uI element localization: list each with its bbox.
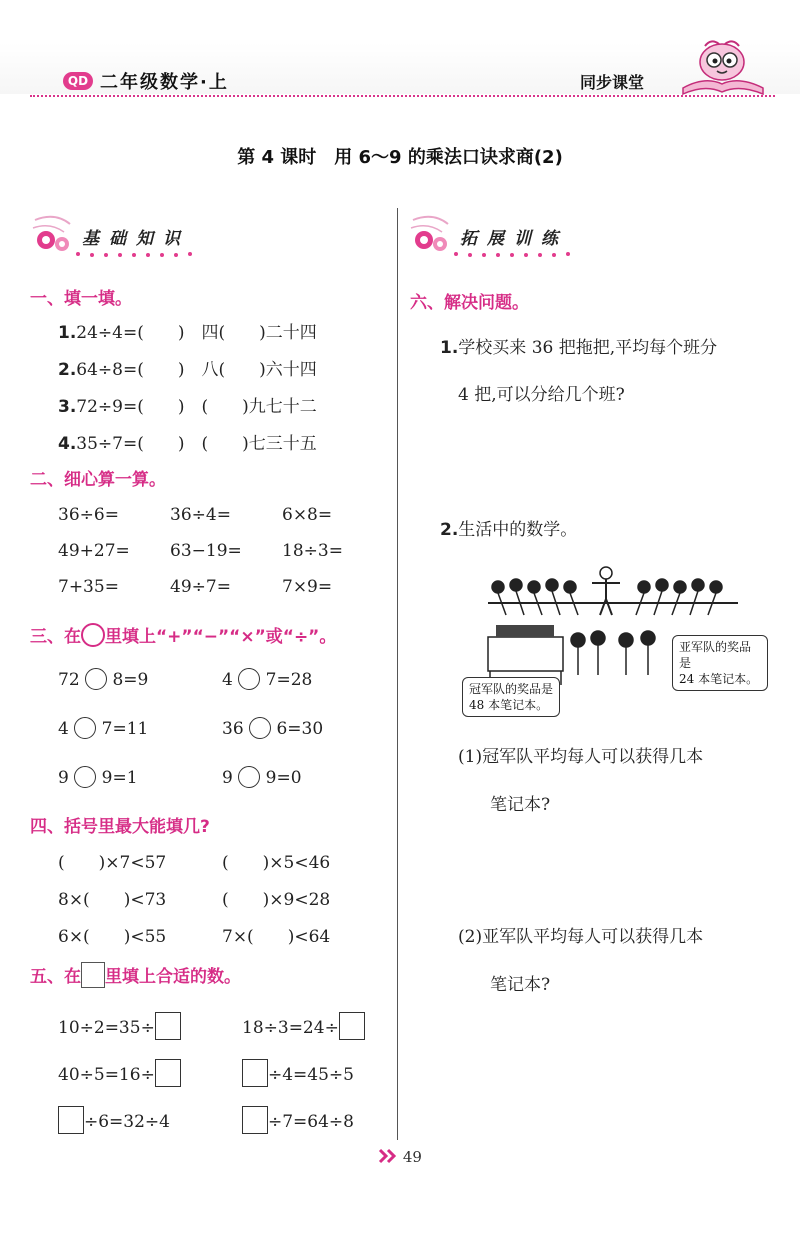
question-number: 1. bbox=[440, 338, 459, 358]
calc-item: 49+27= bbox=[58, 541, 130, 561]
section1-title: 一、填一填。 bbox=[30, 289, 132, 309]
question-1 bbox=[58, 318, 317, 343]
equation-right: ÷7=64÷8 bbox=[268, 1112, 354, 1132]
answer-box[interactable] bbox=[242, 1059, 268, 1087]
calc-item: 7×9= bbox=[282, 577, 333, 597]
box-icon bbox=[81, 962, 105, 988]
operator-item bbox=[222, 766, 302, 788]
sub-question-1-line1: (1)冠军队平均每人可以获得几本 bbox=[458, 747, 704, 767]
inequality-item: 6×( )<55 bbox=[58, 927, 167, 947]
section-heading-label: 基础知识 bbox=[82, 229, 190, 249]
section-heading-basic bbox=[30, 210, 230, 260]
bubble-line: 48 本笔记本。 bbox=[469, 698, 549, 712]
problem-text: 生活中的数学。 bbox=[458, 520, 578, 540]
sub-question-2-line1: (2)亚军队平均每人可以获得几本 bbox=[458, 927, 704, 947]
header-divider bbox=[30, 95, 775, 97]
double-chevron-icon bbox=[378, 1148, 398, 1164]
sub-question-2-line2: 笔记本? bbox=[490, 975, 551, 995]
operator-item bbox=[222, 668, 312, 690]
operator-item bbox=[58, 717, 148, 739]
series-badge: QD bbox=[63, 72, 93, 90]
operand: 9 bbox=[58, 768, 69, 788]
calc-item: 36÷6= bbox=[58, 505, 119, 525]
calc-item: 6×8= bbox=[282, 505, 333, 525]
fill-box-item bbox=[58, 1012, 181, 1040]
question-number: 1. bbox=[58, 323, 77, 343]
operand: 4 bbox=[58, 719, 69, 739]
fill-box-item bbox=[242, 1012, 365, 1040]
fill-box-item bbox=[242, 1059, 354, 1087]
circle-icon bbox=[81, 623, 105, 647]
operator-item bbox=[222, 717, 323, 739]
bubble-line: 24 本笔记本。 bbox=[679, 672, 759, 686]
operand: 72 bbox=[58, 670, 80, 690]
calc-item: 63−19= bbox=[170, 541, 242, 561]
sub-question-1-line2: 笔记本? bbox=[490, 795, 551, 815]
operand: 36 bbox=[222, 719, 244, 739]
equation-left: 10÷2=35÷ bbox=[58, 1018, 155, 1038]
operator-blank[interactable] bbox=[249, 717, 271, 739]
bubble-line: 亚军队的奖品是 bbox=[679, 640, 752, 670]
page-number: 49 bbox=[402, 1148, 422, 1166]
column-divider bbox=[397, 208, 398, 1140]
operator-blank[interactable] bbox=[238, 668, 260, 690]
remainder: 7=28 bbox=[265, 670, 313, 690]
question-text: 24÷4=( ) 四( )二十四 bbox=[76, 323, 317, 343]
speech-bubble-runner-up bbox=[672, 635, 768, 691]
answer-box[interactable] bbox=[155, 1012, 181, 1040]
bubble-line: 冠军队的奖品是 bbox=[469, 682, 554, 696]
fill-box-item bbox=[58, 1106, 170, 1134]
section4-title: 四、括号里最大能填几? bbox=[30, 817, 210, 837]
problem-2-title bbox=[440, 515, 577, 540]
question-4 bbox=[58, 429, 317, 454]
inequality-item: ( )×7<57 bbox=[58, 853, 167, 873]
section5-title-prefix: 五、在 bbox=[30, 967, 81, 987]
remainder: 9=0 bbox=[265, 768, 302, 788]
remainder: 8=9 bbox=[112, 670, 149, 690]
operand: 4 bbox=[222, 670, 233, 690]
operator-blank[interactable] bbox=[74, 766, 96, 788]
section6-title: 六、解决问题。 bbox=[410, 293, 529, 313]
book-title: 二年级数学·上 bbox=[100, 72, 229, 93]
equation-left: 18÷3=24÷ bbox=[242, 1018, 339, 1038]
operand: 9 bbox=[222, 768, 233, 788]
inequality-item: 7×( )<64 bbox=[222, 927, 331, 947]
speech-bubble-champion bbox=[462, 677, 560, 717]
inequality-item: ( )×5<46 bbox=[222, 853, 331, 873]
section2-title: 二、细心算一算。 bbox=[30, 470, 166, 490]
inequality-item: ( )×9<28 bbox=[222, 890, 331, 910]
section-heading-label: 拓展训练 bbox=[460, 229, 568, 249]
equation-right: ÷4=45÷5 bbox=[268, 1065, 354, 1085]
question-number: 2. bbox=[58, 360, 77, 380]
problem-1-line2: 4 把,可以分给几个班? bbox=[458, 385, 625, 405]
equation-right: ÷6=32÷4 bbox=[84, 1112, 170, 1132]
remainder: 6=30 bbox=[276, 719, 324, 739]
calc-item: 36÷4= bbox=[170, 505, 231, 525]
calc-item: 7+35= bbox=[58, 577, 119, 597]
operator-item bbox=[58, 668, 148, 690]
question-text: 64÷8=( ) 八( )六十四 bbox=[76, 360, 317, 380]
tug-of-war-illustration bbox=[458, 565, 768, 720]
question-text: 72÷9=( ) ( )九七十二 bbox=[76, 397, 317, 417]
answer-box[interactable] bbox=[58, 1106, 84, 1134]
section3-title-prefix: 三、在 bbox=[30, 627, 81, 647]
equation-left: 40÷5=16÷ bbox=[58, 1065, 155, 1085]
operator-blank[interactable] bbox=[238, 766, 260, 788]
operator-item bbox=[58, 766, 138, 788]
mascot-icon bbox=[675, 38, 770, 96]
section5-title bbox=[30, 962, 241, 988]
question-2 bbox=[58, 355, 317, 380]
question-3 bbox=[58, 392, 317, 417]
question-text: 35÷7=( ) ( )七三十五 bbox=[76, 434, 317, 454]
section3-title bbox=[30, 622, 336, 647]
fill-box-item bbox=[242, 1106, 354, 1134]
operator-blank[interactable] bbox=[85, 668, 107, 690]
section3-title-suffix: 里填上“+”“−”“×”或“÷”。 bbox=[105, 627, 337, 647]
calc-item: 18÷3= bbox=[282, 541, 343, 561]
answer-box[interactable] bbox=[155, 1059, 181, 1087]
problem-1-line1 bbox=[440, 333, 717, 358]
section-heading-extension bbox=[408, 210, 608, 260]
operator-blank[interactable] bbox=[74, 717, 96, 739]
inequality-item: 8×( )<73 bbox=[58, 890, 167, 910]
page-footer bbox=[0, 1148, 800, 1166]
question-number: 3. bbox=[58, 397, 77, 417]
calc-item: 49÷7= bbox=[170, 577, 231, 597]
fill-box-item bbox=[58, 1059, 181, 1087]
answer-box[interactable] bbox=[242, 1106, 268, 1134]
lesson-title: 第 4 课时 用 6～9 的乘法口诀求商(2) bbox=[237, 147, 563, 168]
answer-box[interactable] bbox=[339, 1012, 365, 1040]
question-number: 2. bbox=[440, 520, 459, 540]
series-name: 同步课堂 bbox=[580, 73, 645, 92]
remainder: 7=11 bbox=[101, 719, 149, 739]
remainder: 9=1 bbox=[101, 768, 138, 788]
question-number: 4. bbox=[58, 434, 77, 454]
section5-title-suffix: 里填上合适的数。 bbox=[105, 967, 241, 987]
problem-text: 学校买来 36 把拖把,平均每个班分 bbox=[458, 338, 718, 358]
